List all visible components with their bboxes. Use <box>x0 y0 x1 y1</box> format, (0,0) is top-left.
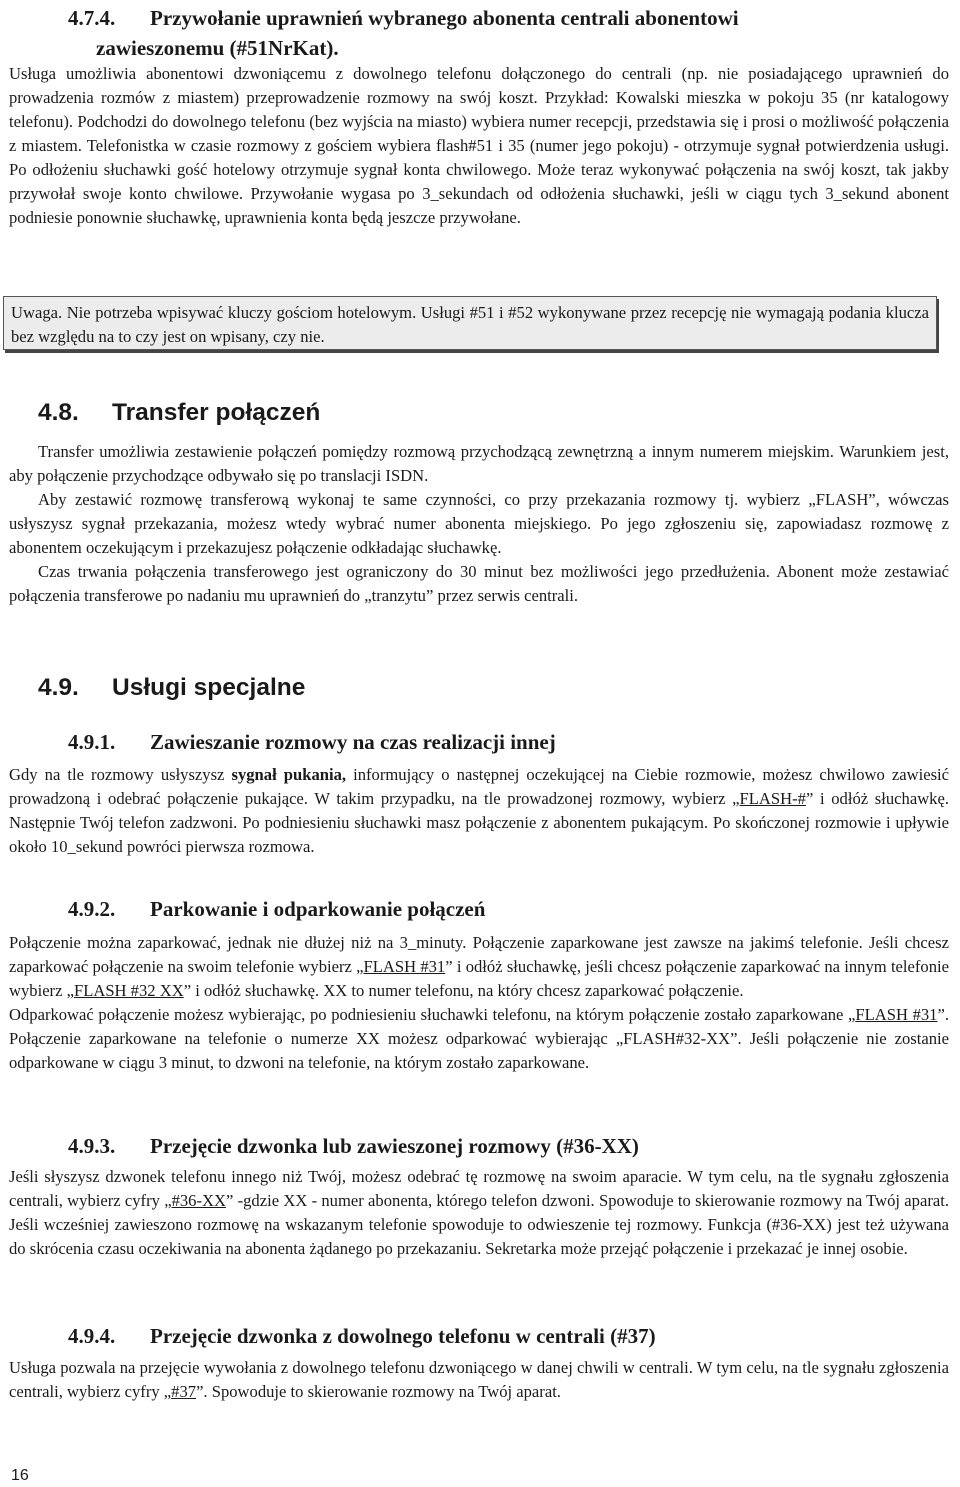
heading-number: 4.9.3. <box>68 1134 116 1158</box>
text-run: Połączenie można zaparkować, jednak nie dłużej niż na 3_minuty. Połączenie zaparkowane jest zawsze na jakimś telefonie. Jeśli chcesz zaparkować połączenie na swoim telefonie wybierz „ <box>9 933 949 976</box>
paragraph: Usługa umożliwia abonentowi dzwoniącemu z dowolnego telefonu dołączonego do centrali (np. nie posiadającego uprawnień do prowadzenia rozmów z miastem) przeprowadzenie rozmowy na swój koszt. Przykład: Kowalski mieszka w pokoju 35 (nr katalogowy telefonu). Podchodzi do dowolnego telefonu (bez wyjścia na miasto) wybiera numer recepcji, przedstawia się i prosi o możliwość połączenia z miastem. Telefonistka w czasie rozmowy z gościem wybiera flash#51 i 35 (numer jego pokoju) - otrzymuje sygnał potwierdzenia usługi. Po odłożeniu słuchawki gość hotelowy otrzymuje sygnał konta chwilowego. Może teraz wykonywać połączenia na swój koszt, tak jakby przywołał swoje konto chwilowe. Przywołanie wygasa po 3_sekundach od odłożenia słuchawki, jeśli w ciągu tych 3_sekund abonent podniesie ponownie słuchawkę, uprawnienia konta będą jeszcze przywołane. <box>9 64 949 227</box>
code-flash-31: FLASH #31 <box>855 1005 938 1024</box>
text-run: ” i odłóż słuchawkę, jeśli chcesz połączenie zaparkować na innym telefonie wybierz „ <box>9 957 949 1000</box>
heading-title-line2: zawieszonemu (#51NrKat). <box>96 36 339 60</box>
heading-number: 4.8. <box>38 399 79 426</box>
heading-title: Usługi specjalne <box>112 674 306 701</box>
text-run: informujący o następnej oczekującej na Ciebie rozmowie, możesz chwilowo zawiesić prowadzoną i odebrać połączenie pukające. W takim przypadku, na tle prowadzonej rozmowy, wybierz „ <box>9 765 949 808</box>
text-run: ”. Spowoduje to skierowanie rozmowy na Twój aparat. <box>196 1382 561 1401</box>
code-flash-32-xx: FLASH #32 XX <box>73 981 184 1000</box>
note-box <box>3 296 937 350</box>
text-run: ”. Połączenie zaparkowane na telefonie o numerze XX możesz odparkować wybierając „FLASH#32-XX”. Jeśli połączenie nie zostanie odparkowane w ciągu 3 minut, to dzwoni na telefonie, na którym zostało zaparkowane. <box>9 1005 949 1072</box>
heading-4-8 <box>38 399 320 427</box>
note-text: Uwaga. Nie potrzeba wpisywać kluczy gościom hotelowym. Usługi #51 i #52 wykonywane przez recepcję nie wymagają podania klucza bez względu na to czy jest on wpisany, czy nie. <box>11 303 929 346</box>
code-37: #37 <box>171 1382 197 1401</box>
code-flash-hash: FLASH-# <box>739 789 806 808</box>
text-run: ” i odłóż słuchawkę. Następnie Twój telefon zadzwoni. Po podniesieniu słuchawki masz połączenie z abonentem pukającym. Po skończonej rozmowie i upływie około 10_sekund powróci pierwsza rozmowa. <box>9 789 949 856</box>
heading-number: 4.9.2. <box>68 897 116 921</box>
paragraph: Czas trwania połączenia transferowego jest ograniczony do 30 minut bez możliwości jego przedłużenia. Abonent może zestawiać połączenia transferowe po nadaniu mu uprawnień do „tranzytu” przez serwis centrali. <box>9 562 949 605</box>
section-4-9-4-body <box>9 1356 949 1404</box>
code-flash-31: FLASH #31 <box>363 957 446 976</box>
paragraph <box>9 763 949 859</box>
paragraph: Aby zestawić rozmowę transferową wykonaj te same czynności, co przy przekazania rozmowy tj. wybierz „FLASH”, wówczas usłyszysz sygnał przekazania, możesz wtedy wybrać numer abonenta miejskiego. Po jego zgłoszeniu się, zapowiadasz rozmowę z abonentem oczekującym i przekazujesz połączenie odkładając słuchawkę. <box>9 490 949 557</box>
text-run: Jeśli słyszysz dzwonek telefonu innego niż Twój, możesz odebrać tę rozmowę na swoim aparacie. W tym celu, na tle sygnału zgłoszenia centrali, wybierz cyfry „ <box>9 1167 949 1210</box>
heading-4-9-1 <box>68 730 556 755</box>
bold-text: sygnał pukania, <box>231 765 347 784</box>
heading-title: Przejęcie dzwonka lub zawieszonej rozmowy (#36-XX) <box>150 1134 639 1158</box>
section-4-9-1-body <box>9 763 949 859</box>
paragraph <box>9 1356 949 1404</box>
heading-4-7-4 <box>68 3 739 63</box>
section-4-9-2-body <box>9 931 949 1075</box>
heading-number: 4.9. <box>38 674 79 701</box>
heading-4-9 <box>38 674 305 702</box>
text-run: ” -gdzie XX - numer abonenta, którego telefon dzwoni. Spowoduje to skierowanie rozmowy na Twój aparat. Jeśli wcześniej zawieszono rozmowę na wskazanym telefonie spowoduje to odwieszenie tej rozmowy. Funkcja (#36-XX) jest też używana do skrócenia czasu oczekiwania na abonenta żądanego po przekazaniu. Sekretarka może przejąć połączenie i przekazać je innej osobie. <box>9 1191 949 1258</box>
page-number: 16 <box>11 1467 29 1484</box>
paragraph: Transfer umożliwia zestawienie połączeń pomiędzy rozmową przychodzącą zewnętrzną a innym numerem miejskim. Warunkiem jest, aby połączenie przychodzące odbywało się po translacji ISDN. <box>9 442 949 485</box>
heading-title: Parkowanie i odparkowanie połączeń <box>150 897 486 921</box>
text-run: Gdy na tle rozmowy usłyszysz <box>9 765 232 784</box>
section-4-8-body <box>9 440 949 608</box>
section-4-9-3-body <box>9 1165 949 1261</box>
heading-title: Transfer połączeń <box>112 399 321 426</box>
paragraph <box>9 1003 949 1075</box>
heading-title: Przejęcie dzwonka z dowolnego telefonu w centrali (#37) <box>150 1324 656 1348</box>
text-run: ” i odłóż słuchawkę. XX to numer telefonu, na który chcesz zaparkować połączenie. <box>183 981 744 1000</box>
text-run: Usługa pozwala na przejęcie wywołania z dowolnego telefonu dzwoniącego w danej chwili w centrali. W tym celu, na tle sygnału zgłoszenia centrali, wybierz cyfry „ <box>9 1358 949 1401</box>
heading-4-9-4 <box>68 1324 656 1349</box>
heading-4-9-2 <box>68 897 485 922</box>
heading-4-9-3 <box>68 1134 639 1159</box>
code-36-xx: #36-XX <box>171 1191 226 1210</box>
heading-number: 4.9.4. <box>68 1324 116 1348</box>
heading-number: 4.9.1. <box>68 730 116 754</box>
paragraph <box>9 931 949 1003</box>
paragraph <box>9 1165 949 1261</box>
heading-number: 4.7.4. <box>68 6 116 30</box>
heading-title: Zawieszanie rozmowy na czas realizacji innej <box>150 730 556 754</box>
text-run: Odparkować połączenie możesz wybierając, po podniesieniu słuchawki telefonu, na którym połączenie zostało zaparkowane „ <box>9 1005 856 1024</box>
heading-title-line1: Przywołanie uprawnień wybranego abonenta centrali abonentowi <box>150 6 739 30</box>
section-4-7-4-body <box>9 62 949 230</box>
